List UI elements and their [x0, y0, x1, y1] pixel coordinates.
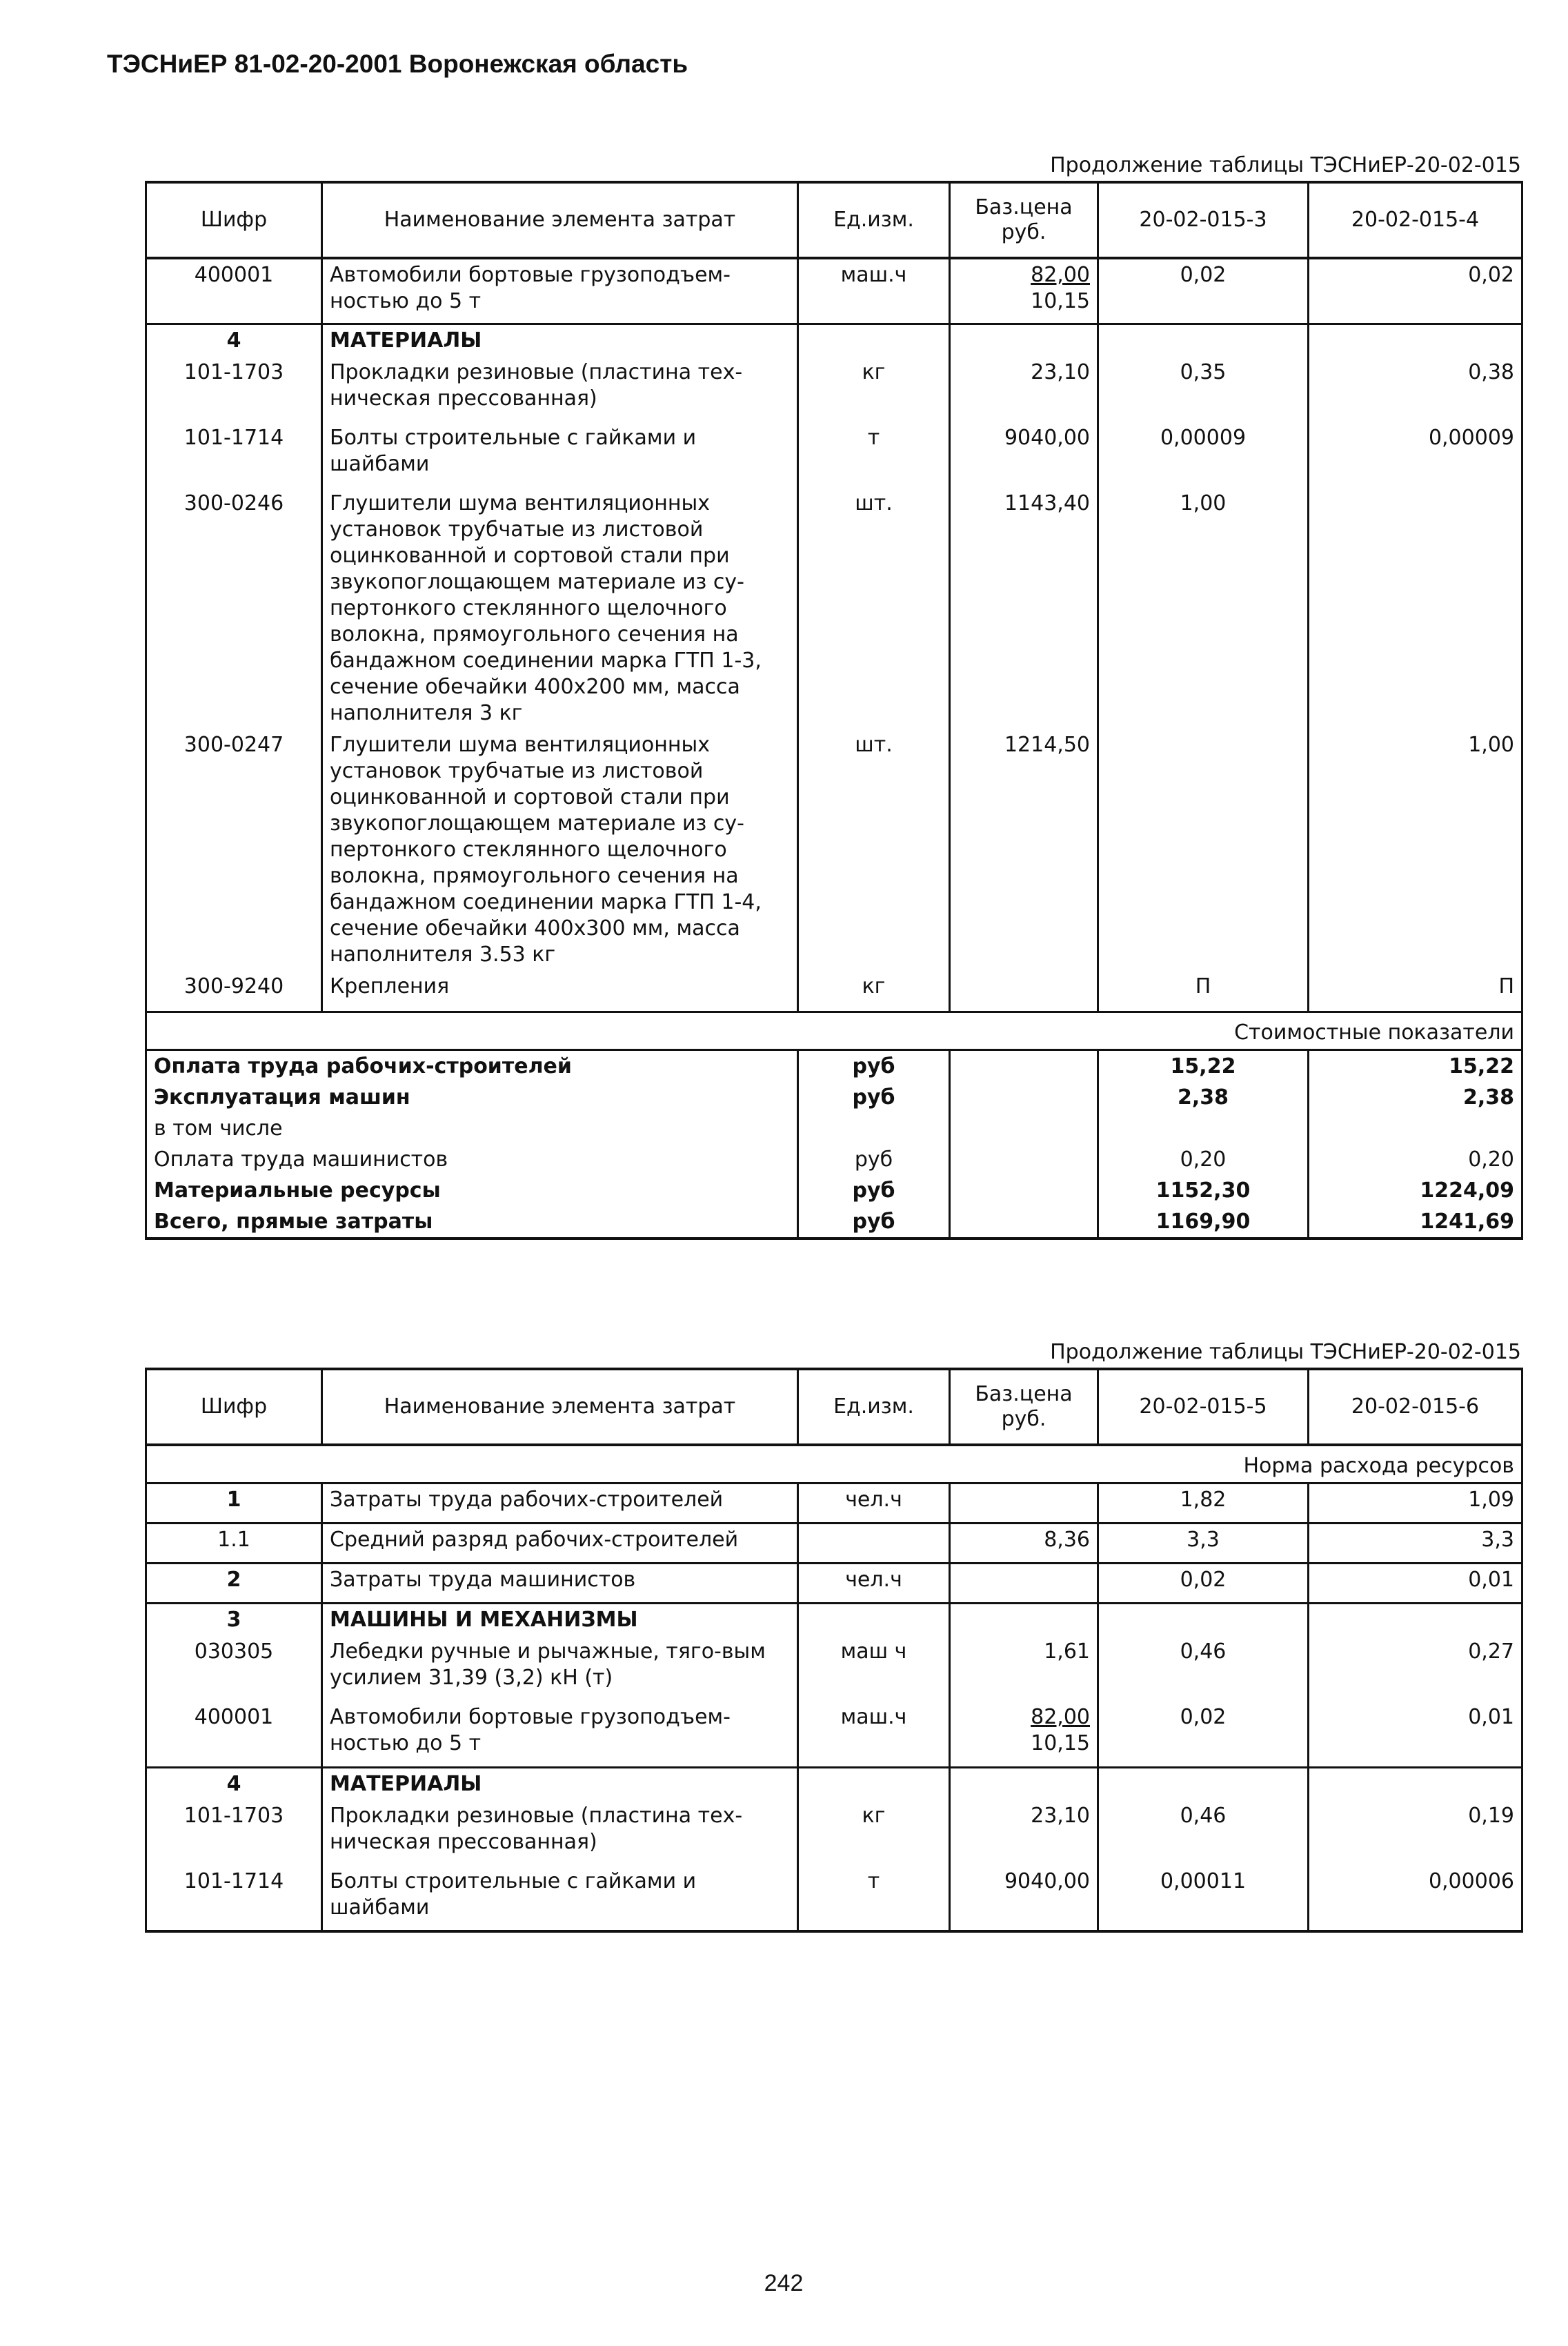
summary-label: Оплата труда машинистов: [146, 1144, 798, 1175]
cell-col-a: 0,46: [1098, 1636, 1309, 1702]
cell-col-b: 0,27: [1309, 1636, 1522, 1702]
table-row: [146, 1524, 1522, 1564]
cell-price: 1,61: [950, 1636, 1098, 1702]
cell-col-b: 1,00: [1309, 729, 1522, 971]
cell-unit: [798, 1524, 950, 1564]
cell-code: 400001: [146, 258, 322, 324]
page-header-title: ТЭСНиЕР 81-02-20-2001 Воронежская область: [107, 50, 688, 78]
cell-unit: кг: [798, 971, 950, 1012]
table-row: [146, 1702, 1522, 1767]
cost-indicators-label: Стоимостные показатели: [146, 1012, 1522, 1050]
cell-code: 400001: [146, 1702, 322, 1767]
page-number: 242: [764, 2270, 804, 2296]
cell-code: 300-9240: [146, 971, 322, 1012]
section-row: [146, 324, 1522, 357]
cell-unit: т: [798, 1866, 950, 1931]
cell-name: Крепления: [322, 971, 798, 1012]
cell-price: 8,36: [950, 1524, 1098, 1564]
column-header-price: Баз.цена руб.: [950, 1369, 1098, 1445]
table-row: [146, 1800, 1522, 1866]
cell-col-b: 0,38: [1309, 357, 1522, 422]
column-header-col-b: 20-02-015-6: [1309, 1369, 1522, 1445]
cell-name: Прокладки резиновые (пластина тех-ническая прессованная): [322, 357, 798, 422]
summary-col-a: [1098, 1113, 1309, 1144]
table-row: [146, 1866, 1522, 1931]
summary-col-a: 1152,30: [1098, 1175, 1309, 1206]
cell-code: 3: [146, 1604, 322, 1637]
cell-name: Средний разряд рабочих-строителей: [322, 1524, 798, 1564]
summary-row: [146, 1082, 1522, 1113]
cell-col-a: [1098, 729, 1309, 971]
table-row: [146, 729, 1522, 971]
summary-unit: руб: [798, 1082, 950, 1113]
cell-name: Лебедки ручные и рычажные, тяго-вым усилием 31,39 (3,2) кН (т): [322, 1636, 798, 1702]
section-label-row: [146, 1445, 1522, 1483]
cell-name: Затраты труда машинистов: [322, 1564, 798, 1604]
summary-col-a: 2,38: [1098, 1082, 1309, 1113]
cell-unit: кг: [798, 1800, 950, 1866]
section-title: МАТЕРИАЛЫ: [322, 324, 798, 357]
cell-price: 9040,00: [950, 1866, 1098, 1931]
summary-row: [146, 1050, 1522, 1083]
table-header-row: [146, 182, 1522, 258]
summary-unit: руб: [798, 1050, 950, 1083]
column-header-code: Шифр: [146, 182, 322, 258]
resource-norm-label: Норма расхода ресурсов: [146, 1445, 1522, 1483]
table-header-row: [146, 1369, 1522, 1445]
cell-col-a: 1,00: [1098, 488, 1309, 729]
table-row: [146, 971, 1522, 1012]
table-row: [146, 1564, 1522, 1604]
cell-price: 82,00 10,15: [950, 1702, 1098, 1767]
cell-name: Глушители шума вентиляционных установок трубчатые из листовой оцинкованной и сортовой стали при звукопоглощающем материале из су-пертонкого стеклянного щелочного волокна, прямоугольного сечения на бандажном соединении марка ГТП 1-4, сечение обечайки 400х300 мм, масса наполнителя 3.53 кг: [322, 729, 798, 971]
cell-col-b: 0,00009: [1309, 422, 1522, 488]
section-title: МАШИНЫ И МЕХАНИЗМЫ: [322, 1604, 798, 1637]
cell-col-a: 0,02: [1098, 1564, 1309, 1604]
section-label-row: [146, 1012, 1522, 1050]
cell-col-a: 0,35: [1098, 357, 1309, 422]
summary-unit: руб: [798, 1206, 950, 1239]
cell-price: 1143,40: [950, 488, 1098, 729]
table-2-caption: Продолжение таблицы ТЭСНиЕР-20-02-015: [1050, 1340, 1521, 1364]
cell-code: 030305: [146, 1636, 322, 1702]
cell-col-a: 3,3: [1098, 1524, 1309, 1564]
cell-unit: маш.ч: [798, 1702, 950, 1767]
column-header-code: Шифр: [146, 1369, 322, 1445]
cell-name: Затраты труда рабочих-строителей: [322, 1483, 798, 1524]
cell-col-a: 0,02: [1098, 1702, 1309, 1767]
column-header-col-b: 20-02-015-4: [1309, 182, 1522, 258]
summary-col-a: 15,22: [1098, 1050, 1309, 1083]
cell-col-b: 0,01: [1309, 1564, 1522, 1604]
cell-code: 101-1703: [146, 357, 322, 422]
summary-label: Оплата труда рабочих-строителей: [146, 1050, 798, 1083]
summary-col-b: 15,22: [1309, 1050, 1522, 1083]
cell-code: 1: [146, 1483, 322, 1524]
cell-col-a: 0,00011: [1098, 1866, 1309, 1931]
cell-price: [950, 1483, 1098, 1524]
cell-name: Болты строительные с гайками и шайбами: [322, 1866, 798, 1931]
summary-unit: руб: [798, 1144, 950, 1175]
summary-col-b: 2,38: [1309, 1082, 1522, 1113]
cell-col-b: 1,09: [1309, 1483, 1522, 1524]
cell-col-a: 0,46: [1098, 1800, 1309, 1866]
cell-unit: маш.ч: [798, 258, 950, 324]
cell-col-a: 0,02: [1098, 258, 1309, 324]
table-row: [146, 422, 1522, 488]
section-row: [146, 1767, 1522, 1800]
column-header-name: Наименование элемента затрат: [322, 182, 798, 258]
cell-name: Глушители шума вентиляционных установок трубчатые из листовой оцинкованной и сортовой стали при звукопоглощающем материале из су-пертонкого стеклянного щелочного волокна, прямоугольного сечения на бандажном соединении марка ГТП 1-3, сечение обечайки 400х200 мм, масса наполнителя 3 кг: [322, 488, 798, 729]
cell-price: 82,00 10,15: [950, 258, 1098, 324]
column-header-col-a: 20-02-015-5: [1098, 1369, 1309, 1445]
cell-name: Болты строительные с гайками и шайбами: [322, 422, 798, 488]
cell-col-a: 1,82: [1098, 1483, 1309, 1524]
cell-code: 2: [146, 1564, 322, 1604]
summary-label: Эксплуатация машин: [146, 1082, 798, 1113]
table-1-caption: Продолжение таблицы ТЭСНиЕР-20-02-015: [1050, 153, 1521, 177]
cell-price: 1214,50: [950, 729, 1098, 971]
cell-col-b: [1309, 488, 1522, 729]
cell-col-b: 0,01: [1309, 1702, 1522, 1767]
cell-code: 101-1703: [146, 1800, 322, 1866]
summary-col-b: 1241,69: [1309, 1206, 1522, 1239]
cell-col-a: 0,00009: [1098, 422, 1309, 488]
summary-col-a: 1169,90: [1098, 1206, 1309, 1239]
summary-row: [146, 1175, 1522, 1206]
summary-col-a: 0,20: [1098, 1144, 1309, 1175]
summary-label: Материальные ресурсы: [146, 1175, 798, 1206]
cell-col-b: 3,3: [1309, 1524, 1522, 1564]
table-row: [146, 1483, 1522, 1524]
column-header-price: Баз.цена руб.: [950, 182, 1098, 258]
cell-unit: кг: [798, 357, 950, 422]
summary-unit: руб: [798, 1175, 950, 1206]
cell-code: 101-1714: [146, 422, 322, 488]
table-1: [145, 181, 1523, 1240]
section-title: МАТЕРИАЛЫ: [322, 1767, 798, 1800]
cell-price: 9040,00: [950, 422, 1098, 488]
cell-unit: чел.ч: [798, 1483, 950, 1524]
cell-col-b: 0,02: [1309, 258, 1522, 324]
summary-col-b: [1309, 1113, 1522, 1144]
summary-label: в том числе: [146, 1113, 798, 1144]
table-row: [146, 488, 1522, 729]
cell-price: [950, 1564, 1098, 1604]
summary-row: [146, 1113, 1522, 1144]
cell-name: Автомобили бортовые грузоподъем-ностью до 5 т: [322, 1702, 798, 1767]
cell-price: [950, 971, 1098, 1012]
table-row: [146, 1636, 1522, 1702]
cell-code: 300-0246: [146, 488, 322, 729]
cell-unit: т: [798, 422, 950, 488]
cell-name: Прокладки резиновые (пластина тех-ническая прессованная): [322, 1800, 798, 1866]
summary-label: Всего, прямые затраты: [146, 1206, 798, 1239]
section-row: [146, 1604, 1522, 1637]
cell-unit: шт.: [798, 729, 950, 971]
summary-col-b: 0,20: [1309, 1144, 1522, 1175]
cell-unit: шт.: [798, 488, 950, 729]
cell-price: 23,10: [950, 1800, 1098, 1866]
cell-col-b: П: [1309, 971, 1522, 1012]
column-header-name: Наименование элемента затрат: [322, 1369, 798, 1445]
column-header-unit: Ед.изм.: [798, 1369, 950, 1445]
cell-code: 1.1: [146, 1524, 322, 1564]
summary-row: [146, 1144, 1522, 1175]
summary-col-b: 1224,09: [1309, 1175, 1522, 1206]
cell-unit: чел.ч: [798, 1564, 950, 1604]
cell-col-b: 0,19: [1309, 1800, 1522, 1866]
cell-code: 300-0247: [146, 729, 322, 971]
cell-name: Автомобили бортовые грузоподъем-ностью до 5 т: [322, 258, 798, 324]
cell-col-b: 0,00006: [1309, 1866, 1522, 1931]
column-header-unit: Ед.изм.: [798, 182, 950, 258]
cell-code: 4: [146, 324, 322, 357]
column-header-col-a: 20-02-015-3: [1098, 182, 1309, 258]
cell-col-a: П: [1098, 971, 1309, 1012]
table-row: [146, 258, 1522, 324]
cell-price: 23,10: [950, 357, 1098, 422]
cell-code: 101-1714: [146, 1866, 322, 1931]
summary-row: [146, 1206, 1522, 1239]
table-2: [145, 1368, 1523, 1933]
cell-code: 4: [146, 1767, 322, 1800]
summary-unit: [798, 1113, 950, 1144]
cell-unit: маш ч: [798, 1636, 950, 1702]
table-row: [146, 357, 1522, 422]
